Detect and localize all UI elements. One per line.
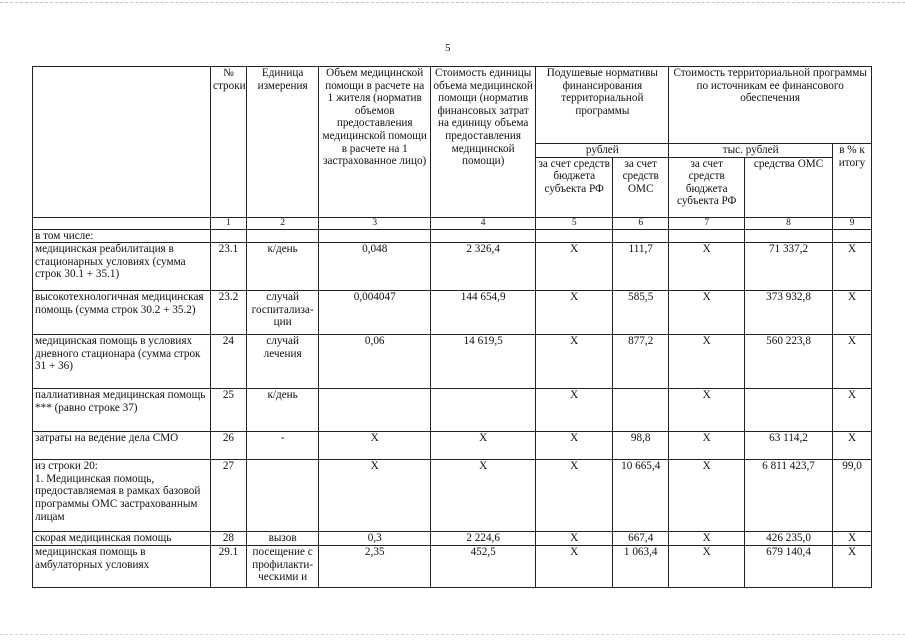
- row-name: [33, 460, 211, 532]
- row-pc-oms: 10 665,4: [613, 460, 669, 532]
- row-volume: [319, 389, 431, 432]
- header-cost-percent: в % к итогу: [833, 144, 872, 218]
- row-unit: случай госпитализа-ции: [246, 291, 319, 335]
- header-cost-oms: средства ОМС: [745, 157, 833, 217]
- row-volume: X: [319, 460, 431, 532]
- row-pct: X: [833, 243, 872, 291]
- row-cost: [430, 389, 535, 432]
- header-per-capita-budget: за счет средств бюджета субъекта РФ: [536, 157, 613, 217]
- row-line: 24: [211, 335, 247, 389]
- row-oms: 373 932,8: [745, 291, 833, 335]
- row-pct: X: [833, 335, 872, 389]
- row-oms: 426 235,0: [745, 532, 833, 546]
- row-pct: X: [833, 291, 872, 335]
- row-pct: X: [833, 432, 872, 460]
- header-per-capita: Подушевые нормативы финансирования территориальной программы: [536, 67, 669, 144]
- row-line: 23.2: [211, 291, 247, 335]
- row-pc-budget: X: [536, 389, 613, 432]
- row-unit: [246, 460, 319, 532]
- row-name: медицинская реабилитация в стационарных условиях (сумма строк 30.1 + 35.1): [33, 243, 211, 291]
- row-pc-oms: 585,5: [613, 291, 669, 335]
- row-pc-budget: X: [536, 335, 613, 389]
- row-pct: X: [833, 532, 872, 546]
- row-name: медицинская помощь в амбулаторных условиях: [33, 546, 211, 588]
- row-line: 23.1: [211, 243, 247, 291]
- row-budget: X: [669, 335, 745, 389]
- financing-table: [32, 66, 872, 588]
- row-name: скорая медицинская помощь: [33, 532, 211, 546]
- row-unit: случай лечения: [246, 335, 319, 389]
- column-number: 1: [211, 217, 247, 229]
- row-name: паллиативная медицинская помощь *** (равно строке 37): [33, 389, 211, 432]
- header-cost: Стоимость единицы объема медицинской помощи (норматив финансовых затрат на единицу объема предоставления медицинской помощи): [430, 67, 535, 218]
- row-cost: X: [430, 460, 535, 532]
- table-row: [33, 546, 872, 588]
- row-pc-oms: 111,7: [613, 243, 669, 291]
- column-number-blank: [33, 217, 211, 229]
- header-line-no: № строки: [211, 67, 247, 218]
- row-pc-budget: X: [536, 532, 613, 546]
- row-cost: 2 326,4: [430, 243, 535, 291]
- table-row: [33, 532, 872, 546]
- row-volume: 0,06: [319, 335, 431, 389]
- row-name-detail: 1. Медицинская помощь, предоставляемая в рамках базовой программы ОМС застрахованным лицам: [35, 472, 201, 523]
- column-number: 7: [669, 217, 745, 229]
- table-row: [33, 335, 872, 389]
- row-pc-oms: 667,4: [613, 532, 669, 546]
- row-cost: 14 619,5: [430, 335, 535, 389]
- row-oms: 560 223,8: [745, 335, 833, 389]
- table-row: [33, 243, 872, 291]
- header-program-cost: Стоимость территориальной программы по источникам ее финансового обеспечения: [669, 67, 872, 144]
- column-number: 4: [430, 217, 535, 229]
- page-number: 5: [445, 42, 451, 54]
- column-number: 3: [319, 217, 431, 229]
- row-name: высокотехнологичная медицинская помощь (сумма строк 30.2 + 35.2): [33, 291, 211, 335]
- row-budget: X: [669, 389, 745, 432]
- row-line: 26: [211, 432, 247, 460]
- column-number: 8: [745, 217, 833, 229]
- row-line: 25: [211, 389, 247, 432]
- row-oms: 679 140,4: [745, 546, 833, 588]
- row-cost: 144 654,9: [430, 291, 535, 335]
- row-budget: X: [669, 546, 745, 588]
- row-pc-oms: [613, 389, 669, 432]
- row-cost: X: [430, 432, 535, 460]
- row-unit: вызов: [246, 532, 319, 546]
- row-pc-oms: 1 063,4: [613, 546, 669, 588]
- row-unit: посещение с профилакти-ческими и: [246, 546, 319, 588]
- row-cost: 2 224,6: [430, 532, 535, 546]
- table-row: [33, 432, 872, 460]
- scan-edge-bottom: [0, 634, 905, 637]
- column-number: 9: [833, 217, 872, 229]
- row-cost: 452,5: [430, 546, 535, 588]
- row-volume: 0,004047: [319, 291, 431, 335]
- section-label: в том числе:: [33, 229, 211, 243]
- row-unit: -: [246, 432, 319, 460]
- row-volume: X: [319, 432, 431, 460]
- row-unit: к/день: [246, 243, 319, 291]
- row-budget: X: [669, 432, 745, 460]
- row-oms: [745, 389, 833, 432]
- row-pc-budget: X: [536, 460, 613, 532]
- row-name: затраты на ведение дела СМО: [33, 432, 211, 460]
- row-volume: 0,048: [319, 243, 431, 291]
- row-pc-budget: X: [536, 432, 613, 460]
- table-row: [33, 389, 872, 432]
- row-pc-budget: X: [536, 243, 613, 291]
- row-line: 27: [211, 460, 247, 532]
- row-pct: 99,0: [833, 460, 872, 532]
- column-number: 6: [613, 217, 669, 229]
- column-number: 5: [536, 217, 613, 229]
- row-pc-budget: X: [536, 291, 613, 335]
- row-oms: 6 811 423,7: [745, 460, 833, 532]
- scan-edge-top: [0, 2, 905, 5]
- header-unit: Единица измерения: [246, 67, 319, 218]
- row-pct: X: [833, 546, 872, 588]
- table-row: [33, 291, 872, 335]
- header-row-label: [33, 67, 211, 218]
- row-line: 29.1: [211, 546, 247, 588]
- row-oms: 71 337,2: [745, 243, 833, 291]
- row-budget: X: [669, 243, 745, 291]
- table-row: [33, 460, 872, 532]
- row-pct: X: [833, 389, 872, 432]
- column-number: 2: [246, 217, 319, 229]
- row-volume: 0,3: [319, 532, 431, 546]
- row-name: медицинская помощь в условиях дневного стационара (сумма строк 31 + 36): [33, 335, 211, 389]
- header-per-capita-oms: за счет средств ОМС: [613, 157, 669, 217]
- row-line: 28: [211, 532, 247, 546]
- row-budget: X: [669, 291, 745, 335]
- header-volume: Объем медицинской помощи в расчете на 1 жителя (норматив объемов предоставления медицинской помощи в расчете на 1 застрахованное лицо): [319, 67, 431, 218]
- row-name-line: из строки 20:: [35, 460, 98, 473]
- row-pc-budget: X: [536, 546, 613, 588]
- row-budget: X: [669, 460, 745, 532]
- row-unit: к/день: [246, 389, 319, 432]
- header-per-capita-unit: рублей: [536, 144, 669, 158]
- row-volume: 2,35: [319, 546, 431, 588]
- header-cost-unit: тыс. рублей: [669, 144, 833, 158]
- row-pc-oms: 877,2: [613, 335, 669, 389]
- row-budget: X: [669, 532, 745, 546]
- row-pc-oms: 98,8: [613, 432, 669, 460]
- row-oms: 63 114,2: [745, 432, 833, 460]
- header-cost-budget: за счет средств бюджета субъекта РФ: [669, 157, 745, 217]
